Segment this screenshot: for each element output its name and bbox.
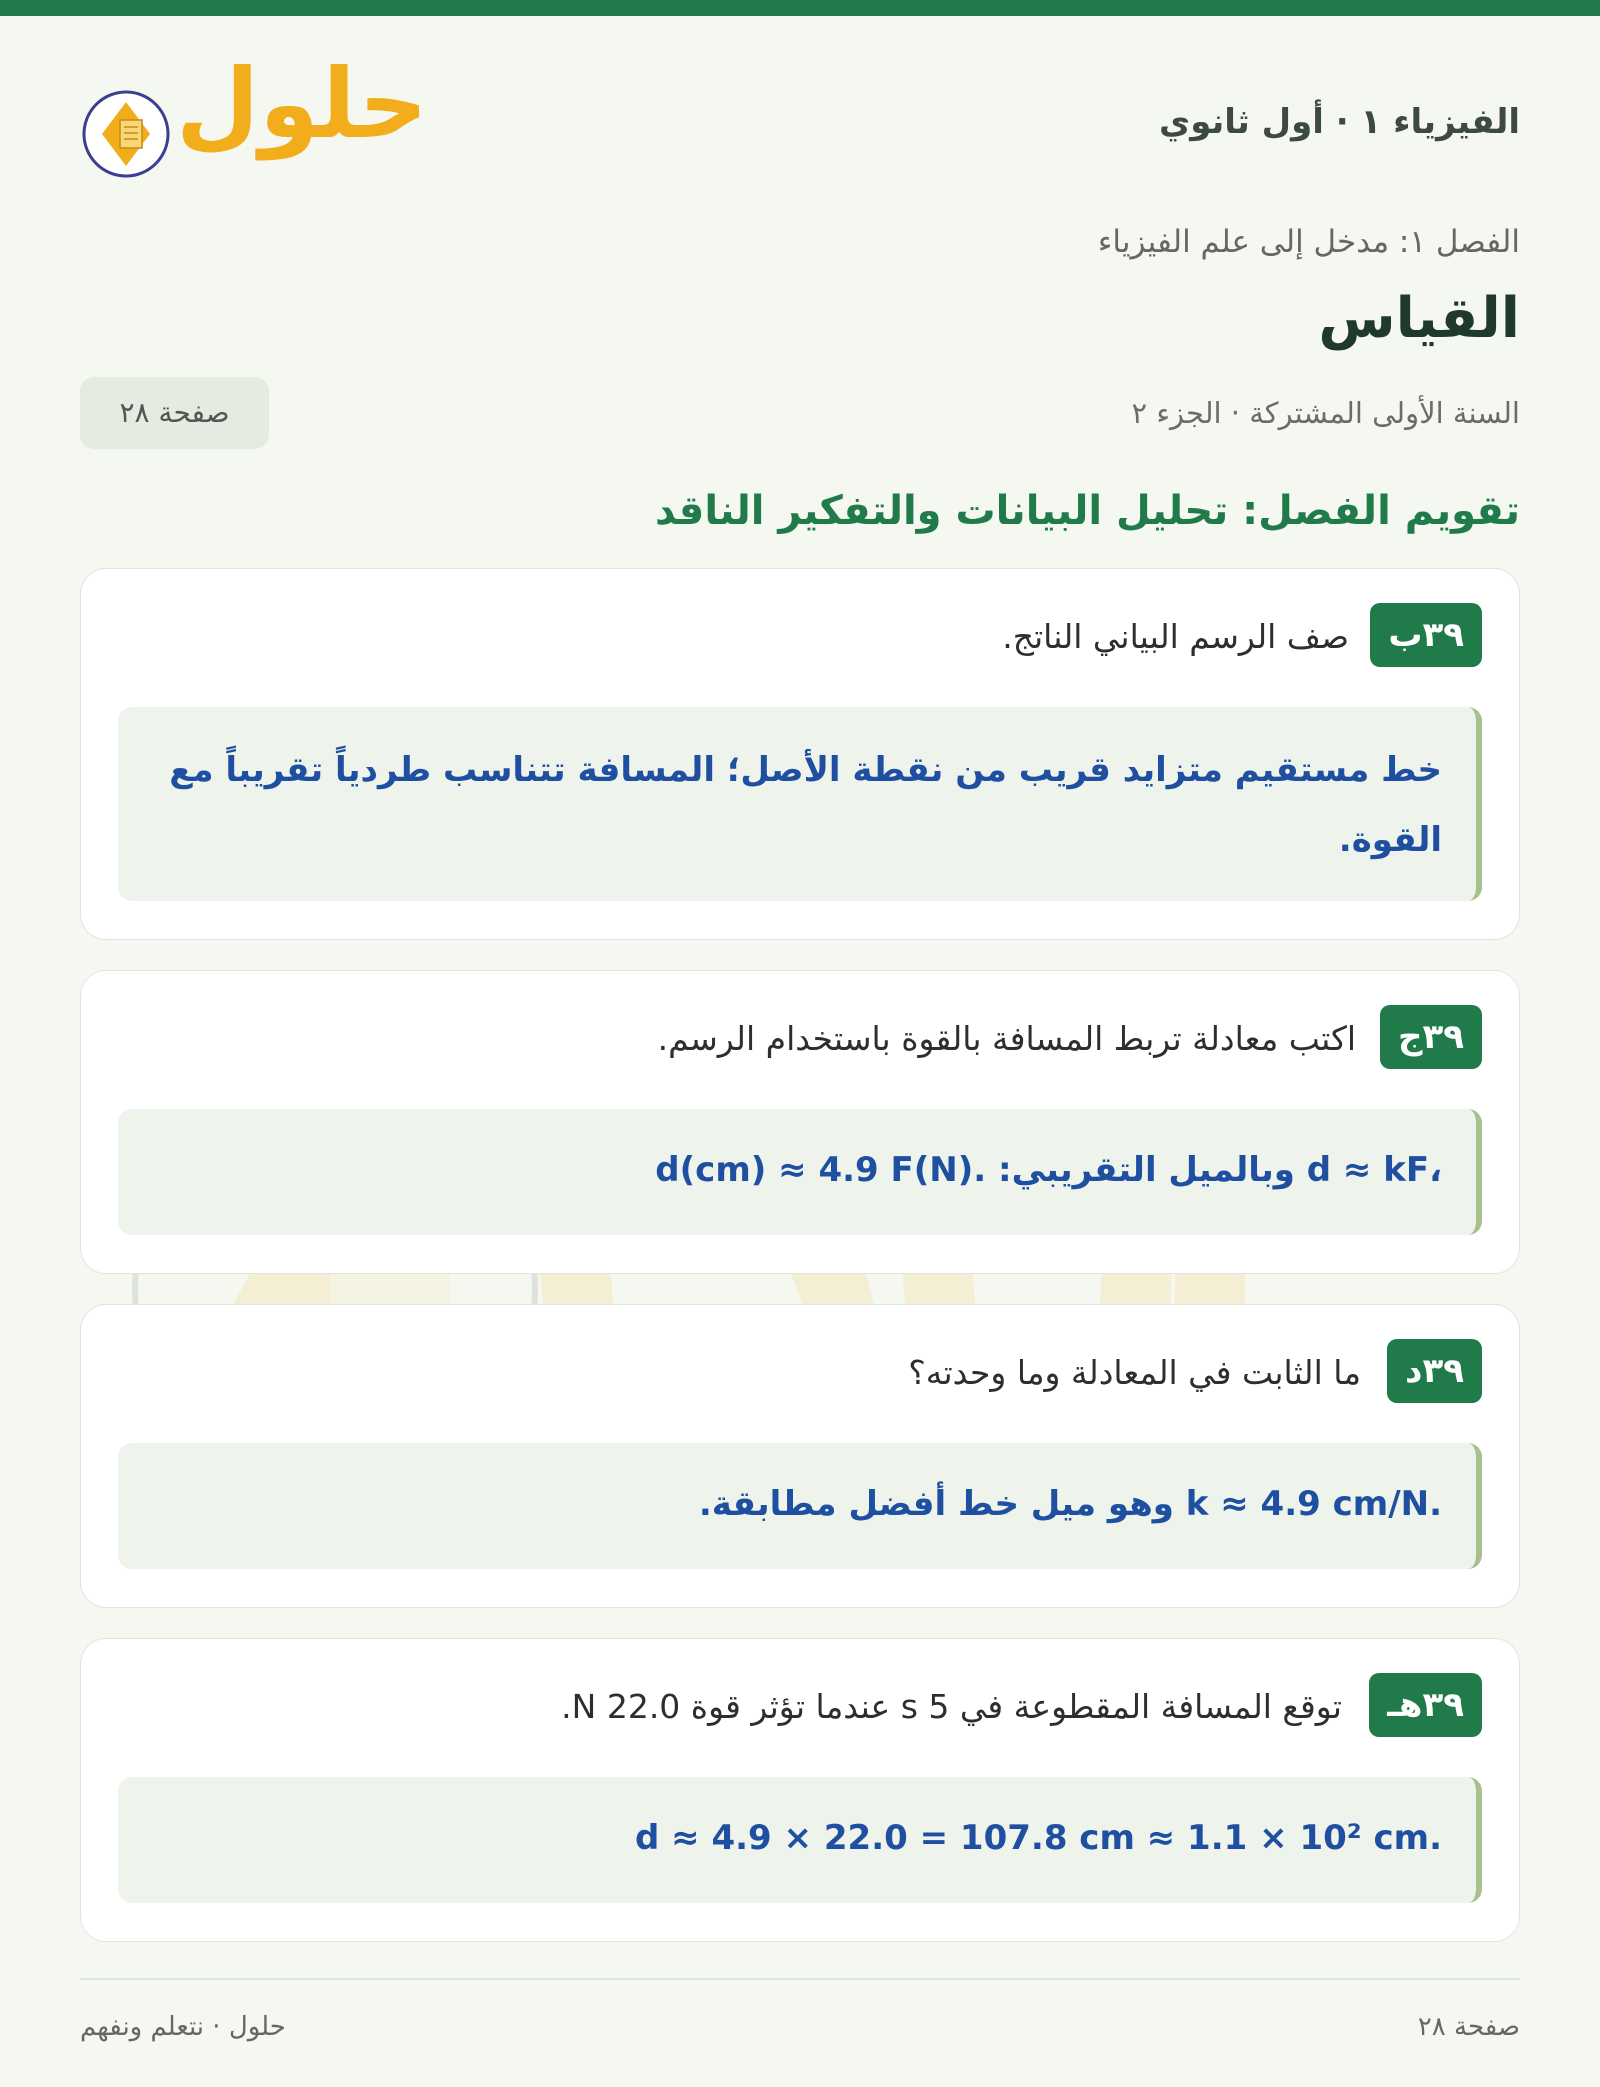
answer-formula: d(cm) ≈ 4.9 F(N). (655, 1150, 987, 1190)
page-header (80, 48, 1520, 182)
question-text: اكتب معادلة تربط المسافة بالقوة باستخدام الرسم. (657, 1019, 1356, 1058)
question-text: توقع المسافة المقطوعة في 5 s عندما تؤثر قوة 22.0 N. (561, 1687, 1342, 1726)
answer-formula: d ≈ 4.9 × 22.0 = 107.8 cm ≈ 1.1 × 10² cm. (634, 1818, 1442, 1858)
answer-text: وبالميل التقريبي: (998, 1150, 1295, 1190)
answer-formula-kf: d ≈ kF، (1306, 1150, 1442, 1190)
answer-box (118, 1443, 1482, 1569)
question-card (80, 970, 1520, 1274)
page-badge: صفحة ٢٨ (80, 377, 269, 449)
question-card (80, 1304, 1520, 1608)
footer-page: صفحة ٢٨ (1417, 2012, 1520, 2042)
answer-box (118, 1777, 1482, 1903)
answer-text: وهو ميل خط أفضل مطابقة. (698, 1484, 1174, 1524)
top-accent-bar (0, 0, 1600, 16)
question-number: ٣٩ب (1370, 603, 1482, 667)
logo-text: حلول (176, 48, 428, 160)
logo[interactable] (80, 48, 428, 182)
answer-formula: k ≈ 4.9 cm/N. (1185, 1484, 1442, 1524)
footer-divider (80, 1978, 1520, 1980)
lesson-title: القياس (1318, 286, 1520, 351)
question-number: ٣٩د (1387, 1339, 1482, 1403)
question-card (80, 568, 1520, 940)
question-text: صف الرسم البياني الناتج. (1002, 617, 1349, 656)
question-text: ما الثابت في المعادلة وما وحدته؟ (908, 1353, 1361, 1392)
question-card (80, 1638, 1520, 1942)
subject-title: الفيزياء ١ · أول ثانوي (1159, 102, 1520, 142)
answer-box (118, 707, 1482, 901)
answer-text: خط مستقيم متزايد قريب من نقطة الأصل؛ المسافة تتناسب طردياً تقريباً مع القوة. (169, 750, 1442, 860)
answer-box (118, 1109, 1482, 1235)
footer-brand: حلول · نتعلم ونفهم (80, 2012, 286, 2042)
section-heading: تقويم الفصل: تحليل البيانات والتفكير الناقد (655, 488, 1520, 534)
lesson-meta: السنة الأولى المشتركة · الجزء ٢ (1131, 396, 1520, 430)
book-diamond-icon (80, 88, 172, 180)
chapter-label: الفصل ١: مدخل إلى علم الفيزياء (1097, 224, 1520, 260)
question-number: ٣٩هـ (1369, 1673, 1482, 1737)
question-number: ٣٩ج (1380, 1005, 1482, 1069)
